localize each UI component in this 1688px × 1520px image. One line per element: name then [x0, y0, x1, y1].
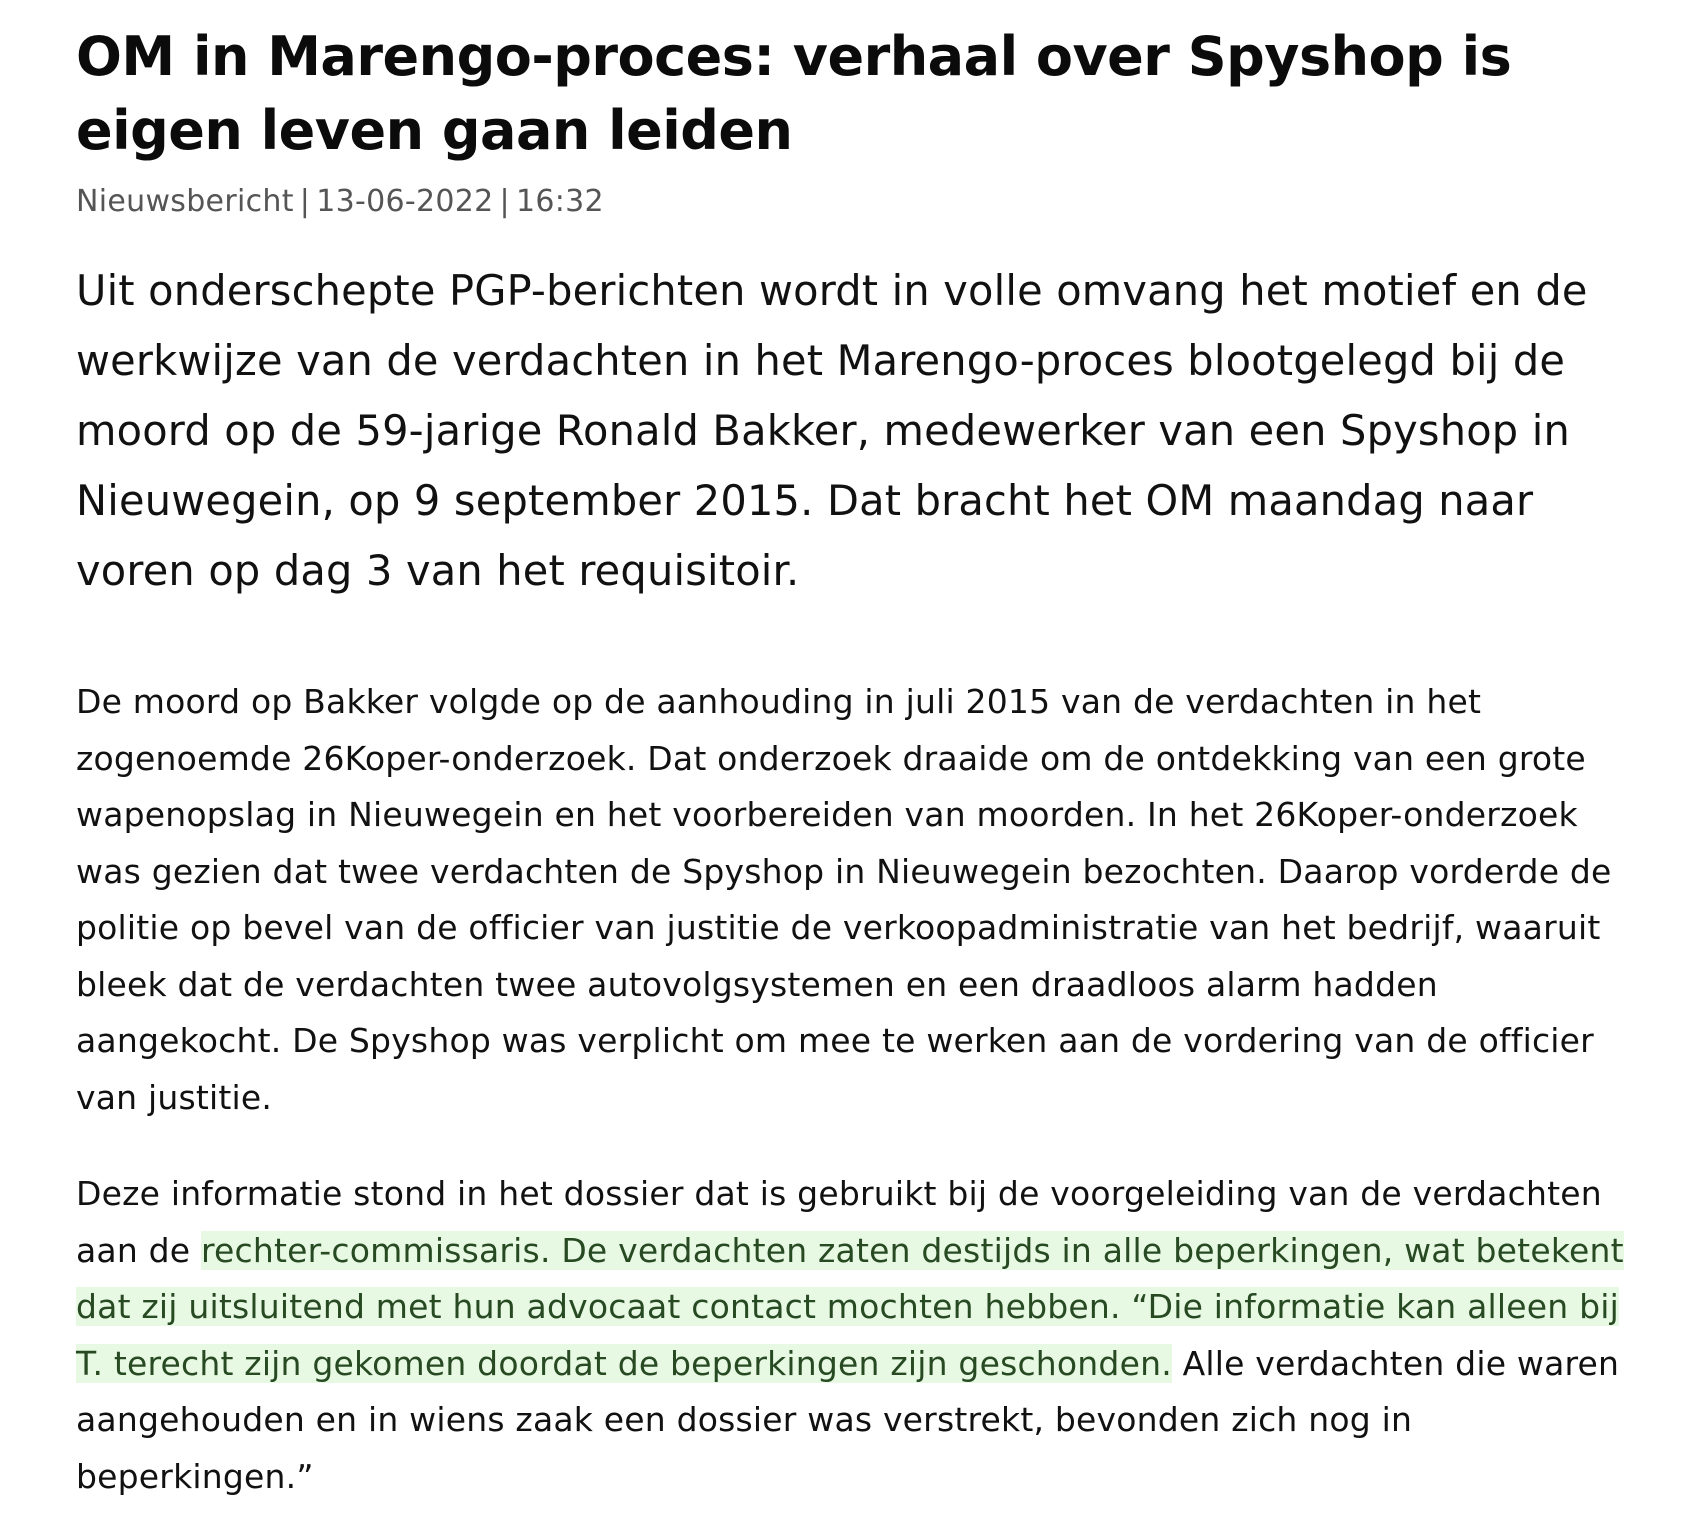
article-paragraph-2 — [76, 1166, 1636, 1505]
paragraph-2-text-before: Deze informatie stond in het dossier dat is gebruikt bij de voorgeleiding van de verdachten aan de — [76, 1174, 1602, 1270]
news-article — [76, 20, 1636, 1505]
article-paragraph-1: De moord op Bakker volgde op de aanhouding in juli 2015 van de verdachten in het zogenoemde 26Koper-onderzoek. Dat onderzoek draaide om de ontdekking van een grote wapenopslag in Nieuwegein en het voorbereiden van moorden. In het 26Koper-onderzoek was gezien dat twee verdachten de Spyshop in Nieuwegein bezochten. Daarop vorderde de politie op bevel van de officier van justitie de verkoopadministratie van het bedrijf, waaruit bleek dat de verdachten twee autovolgsystemen en een draadloos alarm hadden aangekocht. De Spyshop was verplicht om mee te werken aan de vordering van de officier van justitie. — [76, 682, 1612, 1117]
article-type: Nieuwsbericht — [76, 184, 294, 219]
meta-separator: | — [299, 184, 311, 219]
article-lead: Uit onderschepte PGP-berichten wordt in volle omvang het motief en de werkwijze van de verdachten in het Marengo-proces blootgelegd bij de moord op de 59-jarige Ronald Bakker, medewerker van een Spyshop in Nieuwegein, op 9 september 2015. Dat bracht het OM maandag naar voren op dag 3 van het requisitoir. — [76, 266, 1588, 595]
highlighted-quote: rechter-commissaris. De verdachten zaten destijds in alle beperkingen, wat betekent dat zij uitsluitend met hun advocaat contact mochten hebben. “Die informatie kan alleen bij T. terecht zijn gekomen doordat de beperkingen zijn geschonden. — [76, 1230, 1624, 1383]
meta-separator: | — [499, 184, 510, 219]
article-date: 13-06-2022 — [316, 184, 494, 219]
article-time: 16:32 — [515, 184, 604, 219]
paragraph-2-text-after: Alle verdachten die waren aangehouden en in wiens zaak een dossier was verstrekt, bevonden zich nog in beperkingen.” — [76, 1343, 1620, 1496]
article-title: OM in Marengo-proces: verhaal over Spyshop is eigen leven gaan leiden — [76, 25, 1512, 162]
article-meta — [76, 182, 1636, 222]
